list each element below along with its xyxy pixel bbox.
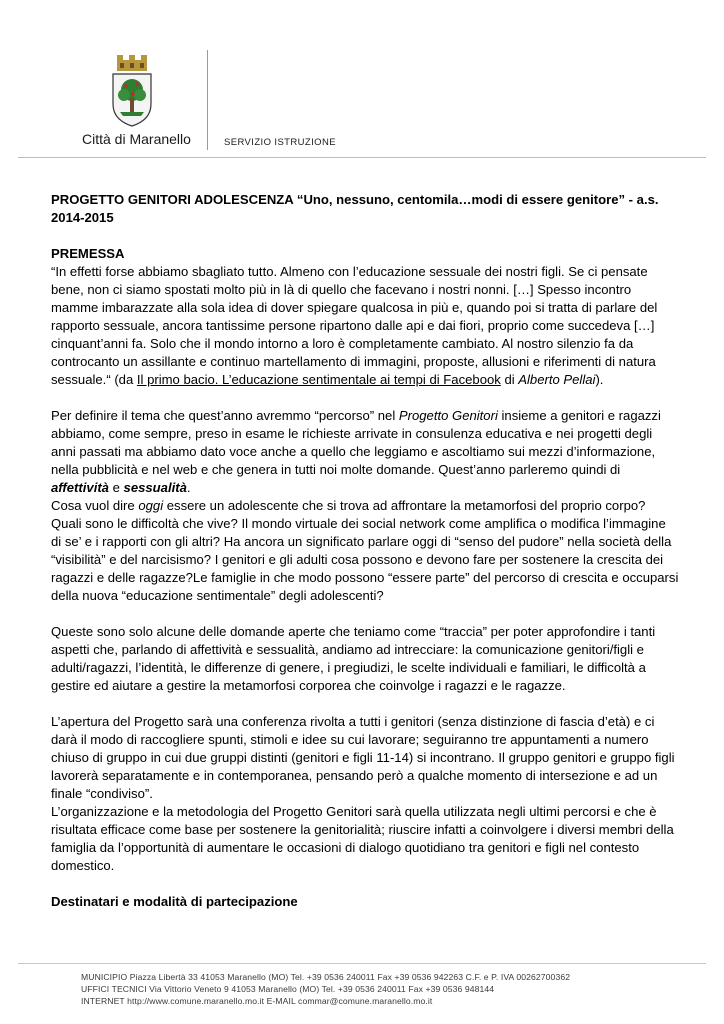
keyword-sessualita: sessualità [123,480,187,495]
letterhead [0,0,724,160]
coat-of-arms-icon [108,52,156,128]
text-run: . [186,480,191,495]
closing-paren: ). [595,372,604,387]
paragraph-organizzazione: L’organizzazione e la metodologia del Progetto Genitori sarà quella utilizzata negli ultimi percorsi e che è risultata efficace come base per sostenere la genitorialità; riuscire infatti a coinvolgere i diversi membri della famiglia da l’opportunità di aumentare le occasioni di dialogo quotidiano tra genitori e figli nel contesto domestico. [51,804,674,873]
city-name: Città di Maranello [82,131,191,147]
header-rule [18,157,706,158]
book-title: Il primo bacio. L’educazione sentimentale ai tempi di Facebook [136,372,501,387]
document-title: PROGETTO GENITORI ADOLESCENZA “Uno, nessuno, centomila…modi di essere genitore” - a.s. 2014-2015 [51,192,659,225]
text-run: Per definire il tema che quest’anno avremmo “percorso” nel [51,408,399,423]
paragraph-questions [51,497,679,605]
footer [81,971,701,1008]
text-run: Cosa vuol dire [51,498,139,513]
footer-rule [18,963,706,964]
premessa-quote: “In effetti forse abbiamo sbagliato tutto. Almeno con l’educazione sessuale dei nostri figli. Se ci pensate bene, non ci siamo spostati molto più in là di quello che facevano i nostri nonni. […] Spesso incontro mamme imbarazzate alla sola idea di dover spiegare qualcosa in più e, quando poi si tratta di parlare del rapporto sessuale, ancora tantissime persone ripartono dalle api e dai fiori, proprio come succedeva […] cinquant’anni fa. Solo che il mondo intorno a loro è completamente cambiato. Al nostro silenzio fa da controcanto un assillante e continuo martellamento di immagini, proposte, allusioni e riferimenti di natura sessuale.“ (da [51,264,658,387]
keyword-oggi: oggi [138,498,164,513]
footer-internet: INTERNET http://www.comune.maranello.mo.it E-MAIL commar@comune.maranello.mo.it [81,996,433,1007]
service-name: SERVIZIO ISTRUZIONE [224,137,336,148]
document-body [51,191,679,911]
footer-uffici-tecnici: UFFICI TECNICI Via Vittorio Veneto 9 41053 Maranello (MO) Tel. +39 0536 240011 Fax +39 0536 948144 [81,984,495,995]
text-run: insieme a genitori e ragazzi abbiamo, come sempre, preso in esame le richieste arrivate in consulenza educativa e nei progetti degli anni passati ma abbiamo dato voce anche a quello che leggiamo e ascoltiamo sui mezzi d’informazione, nella pubblicità e nel web e che genera in tutti noi molte domande. Quest’anno parleremo quindi di [51,408,661,477]
footer-municipio: MUNICIPIO Piazza Libertà 33 41053 Maranello (MO) Tel. +39 0536 240011 Fax +39 0536 942263 C.F. e P. IVA 00262700362 [81,972,571,982]
text-run: essere un adolescente che si trova ad affrontare la metamorfosi del proprio corpo? Quali sono le difficoltà che vive? Il mondo virtuale dei social network come amplifica o modifica l’immagine di se’ e i rapporti con gli altri? Ha ancora un significato parlare oggi di “senso del pudore” nella società della “visibilità” e del narcisismo? I genitori e gli adulti cosa possono e devono fare per sostenere la crescita dei ragazzi e delle ragazze?Le famiglie in che modo possono “essere parte” del percorso di crescita e occuparsi della nuova “educazione sentimentale” degli adolescenti? [51,498,679,603]
keyword-affettivita: affettività [51,480,109,495]
text-run: e [108,480,124,495]
header-divider [207,50,208,150]
author-name: Alberto Pellai [518,372,596,387]
paragraph-traccia: Queste sono solo alcune delle domande aperte che teniamo come “traccia” per poter approfondire i tanti aspetti che, parlando di affettività e sessualità, andiamo ad intrecciare: la comunicazione genitori/figli e adulti/ragazzi, l’identità, le differenze di genere, i pregiudizi, le scelte individuali e familiari, le difficoltà a gestire ed aiutare a gestire la metamorfosi corporea che coinvolge i ragazzi e le ragazze. [51,624,656,693]
section-heading-destinatari: Destinatari e modalità di partecipazione [51,894,298,909]
paragraph-conferenza: L’apertura del Progetto sarà una conferenza rivolta a tutti i genitori (senza distinzione di fascia d’età) e ci darà il modo di raccogliere spunti, stimoli e idee su cui lavorare; seguiranno tre appuntamenti a numero chiuso di gruppo in cui due gruppi distinti (genitori e figli 11-14) si incontrano. Il gruppo genitori e gruppo figli lavorerà separatamente e in contemporanea, pensando però a qualche momento di intersezione e ad un finale “condiviso”. [51,714,675,801]
project-name: Progetto Genitori [398,408,498,423]
premessa-paragraph [51,263,679,389]
di-text: di [500,372,519,387]
section-heading-premessa: PREMESSA [51,246,125,261]
paragraph-topic [51,407,679,497]
